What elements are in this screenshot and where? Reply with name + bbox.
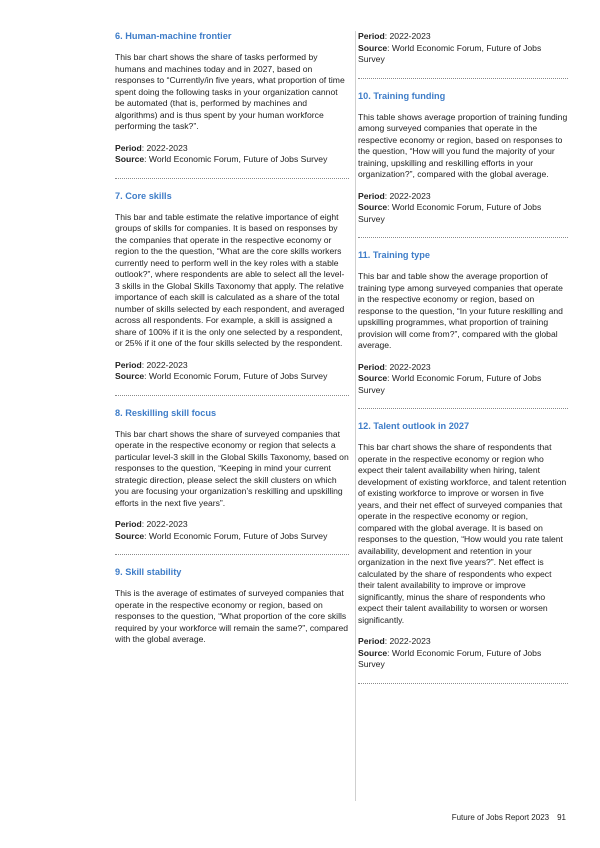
section-skill-stability [115, 567, 349, 646]
section-description: This bar chart shows the share of respondents that operate in the respective economy or region who expect their talent availability when hiring, talent development of existing workforce, and talent retention of existing workforce to improve or worsen in five years, and their net effect of surveyed companies that operate in the respective economy or region, compared with the global average. It is based on responses to the question, “How would you rate talent availability, development and retention in your organization in the next five years?”. Net effect is calculated by the share of respondents who expect their talent availability to improve or improve significantly, minus the share of respondents who expect their talent availability to worsen or worsen significantly. [358, 442, 567, 625]
source-line [358, 43, 568, 66]
section-training-funding [358, 91, 568, 226]
period-label: Period [358, 361, 385, 372]
period-value: : 2022-2023 [384, 190, 431, 201]
period-value: : 2022-2023 [141, 359, 188, 370]
period-label: Period [115, 359, 142, 370]
section-description: This bar and table estimate the relative importance of eight groups of skills for companies. It is based on responses by the companies that operate in the respective economy or region to the the question, “What are the core skills workers currently need to perform well in the key roles with a stable outlook?”, where respondents are able to select all the level-3 skills in the Global Skills Taxonomy that apply. The relative importance of each skill is calculated as a share of the total number of skills selected by each respondent, and averaged across all respondents. For example, a skill is assigned a share of 100% if it is the only one selected by a respondent, or 25% if it one of the four skills selected by the respondent. [115, 211, 345, 348]
page-number: 91 [557, 813, 566, 822]
source-line [358, 373, 568, 396]
section-core-skills [115, 191, 349, 383]
report-title: Future of Jobs Report 2023 [451, 813, 550, 822]
source-line [115, 531, 349, 543]
period-label: Period [115, 519, 142, 529]
divider [115, 554, 349, 555]
source-label: Source [115, 154, 145, 164]
period-line [115, 519, 349, 531]
section-title: 7. Core skills [115, 190, 172, 201]
section-human-machine-frontier [115, 31, 349, 166]
divider [358, 683, 568, 684]
left-column [115, 31, 356, 801]
source-label: Source [358, 42, 388, 53]
source-value: : World Economic Forum, Future of Jobs Survey [358, 202, 542, 224]
section-title: 11. Training type [358, 250, 430, 260]
period-value: : 2022-2023 [384, 361, 431, 372]
section-title: 12. Talent outlook in 2027 [358, 421, 470, 431]
source-line [358, 648, 568, 671]
section-talent-outlook [358, 421, 568, 671]
section-description: This bar chart shows the share of surveyed companies that operate in the respective economy or region that selects a particular level-3 skill in the Global Skills Taxonomy, based on responses to the question, “Keeping in mind your current strategic direction, please select the skill clusters on which you are focusing your organization’s reskilling and upskilling efforts in the next five years”. [115, 428, 349, 508]
section-description: This bar chart shows the share of tasks performed by humans and machines today and in 2027, based on responses to “Currently/in five years, what proportion of time spent doing the following tasks in your organization cannot be automated (that is, performed by machines and algorithms) and is thus spent by your human workforce performing the task?”. [115, 52, 345, 131]
period-label: Period [358, 31, 385, 41]
period-value: : 2022-2023 [384, 31, 431, 41]
source-value: : World Economic Forum, Future of Jobs Survey [144, 530, 328, 541]
section-reskilling-skill-focus [115, 408, 349, 543]
source-value: : World Economic Forum, Future of Jobs Survey [144, 154, 328, 164]
source-value: : World Economic Forum, Future of Jobs Survey [358, 42, 542, 64]
divider [358, 408, 568, 409]
right-column [358, 31, 568, 696]
section-description: This bar and table show the average proportion of training type among surveyed companies that operate in the respective economy or region, based on response to the question, “In your future reskilling and upskilling programmes, what proportion of training provision will come from?”, compared with the global average. [358, 271, 563, 350]
period-line [358, 636, 568, 648]
section-title: 8. Reskilling skill focus [115, 407, 217, 418]
source-label: Source [358, 373, 388, 383]
divider [115, 178, 349, 179]
divider [115, 395, 349, 396]
period-value: : 2022-2023 [384, 636, 431, 646]
period-value: : 2022-2023 [141, 519, 188, 529]
period-label: Period [358, 636, 385, 646]
source-line [115, 371, 349, 383]
source-line [358, 202, 568, 225]
source-label: Source [358, 202, 388, 212]
period-line [358, 362, 568, 374]
period-label: Period [358, 190, 385, 201]
source-label: Source [358, 647, 388, 658]
period-line [115, 360, 349, 372]
section-training-type [358, 250, 568, 396]
period-line [358, 31, 568, 43]
period-line [115, 143, 349, 155]
source-label: Source [115, 530, 145, 541]
source-value: : World Economic Forum, Future of Jobs Survey [358, 647, 542, 669]
source-label: Source [115, 371, 145, 381]
source-value: : World Economic Forum, Future of Jobs Survey [358, 373, 542, 395]
source-value: : World Economic Forum, Future of Jobs Survey [144, 371, 328, 381]
divider [358, 237, 568, 238]
source-line [115, 154, 349, 166]
section-title: 10. Training funding [358, 90, 446, 101]
section-description: This table shows average proportion of training funding among surveyed companies that operate in the respective economy or region, based on responses to the question, “How will you fund the majority of your training, upskilling and reskilling efforts in your organization?”, compared with the global average. [358, 111, 568, 179]
period-value: : 2022-2023 [141, 142, 188, 153]
page-footer [452, 813, 566, 822]
section-description: This is the average of estimates of surveyed companies that operate in the respective economy or region, based on responses to the question, “What proportion of the core skills required by your workforce will remain the same?”, compared with the global average. [115, 588, 349, 644]
period-label: Period [115, 142, 142, 153]
section-title: 9. Skill stability [115, 567, 182, 577]
section-skill-stability-continued [358, 31, 568, 66]
divider [358, 78, 568, 79]
section-title: 6. Human-machine frontier [115, 31, 232, 41]
period-line [358, 191, 568, 203]
